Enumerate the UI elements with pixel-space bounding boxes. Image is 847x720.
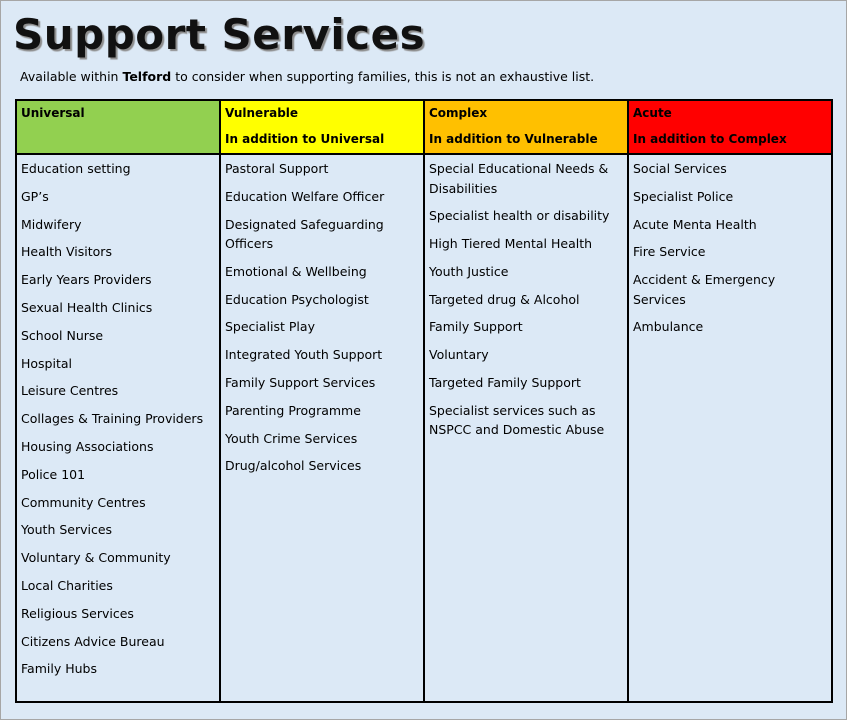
acute-cell bbox=[628, 154, 832, 702]
complex-list bbox=[429, 159, 623, 440]
service-item: Leisure Centres bbox=[21, 383, 119, 399]
header-universal bbox=[16, 100, 220, 154]
acute-list bbox=[633, 159, 827, 337]
service-item: Parenting Programme bbox=[225, 402, 361, 418]
service-item: Education setting bbox=[21, 161, 131, 176]
service-item: Local Charities bbox=[21, 577, 113, 593]
service-item: Family Support bbox=[429, 319, 523, 335]
services-table bbox=[15, 99, 833, 703]
vulnerable-list bbox=[225, 159, 419, 476]
header-vulnerable-sub: In addition to Universal bbox=[225, 132, 385, 146]
service-item: Ambulance bbox=[633, 319, 704, 335]
service-item: Integrated Youth Support bbox=[225, 347, 383, 363]
service-item: Targeted Family Support bbox=[429, 375, 581, 391]
service-item: Housing Associations bbox=[21, 438, 154, 454]
subtitle-location: Telford bbox=[122, 69, 172, 84]
service-item: Community Centres bbox=[21, 494, 146, 510]
header-acute-name: Acute bbox=[633, 106, 672, 120]
header-vulnerable-name: Vulnerable bbox=[225, 106, 299, 120]
service-item: Pastoral Support bbox=[225, 161, 329, 176]
service-item: Targeted drug & Alcohol bbox=[429, 291, 580, 307]
service-item: Youth Justice bbox=[429, 263, 509, 279]
universal-list bbox=[21, 159, 215, 679]
subtitle-suffix: to consider when supporting families, this is not an exhaustive list. bbox=[171, 69, 595, 84]
service-item: Health Visitors bbox=[21, 244, 112, 260]
header-complex bbox=[424, 100, 628, 154]
service-item: Specialist Play bbox=[225, 319, 315, 335]
service-item: Sexual Health Clinics bbox=[21, 299, 153, 315]
service-item: Youth Crime Services bbox=[225, 430, 358, 446]
subtitle-prefix: Available within bbox=[20, 69, 123, 84]
header-vulnerable bbox=[220, 100, 424, 154]
service-item: Family Hubs bbox=[21, 661, 97, 677]
header-row bbox=[16, 100, 832, 154]
service-item: High Tiered Mental Health bbox=[429, 236, 593, 252]
service-item: Voluntary bbox=[429, 347, 489, 363]
service-item: Accident & Emergency Services bbox=[633, 272, 776, 307]
service-item: Specialist health or disability bbox=[429, 208, 610, 224]
service-item: Education Psychologist bbox=[225, 291, 369, 307]
header-acute-sub: In addition to Complex bbox=[633, 132, 787, 146]
service-item: Acute Menta Health bbox=[633, 216, 757, 232]
service-item: Early Years Providers bbox=[21, 272, 152, 288]
service-item: Midwifery bbox=[21, 216, 82, 232]
service-item: GP’s bbox=[21, 188, 49, 204]
service-item: School Nurse bbox=[21, 327, 104, 343]
header-complex-sub: In addition to Vulnerable bbox=[429, 132, 598, 146]
vulnerable-cell bbox=[220, 154, 424, 702]
service-item: Police 101 bbox=[21, 466, 86, 482]
universal-cell bbox=[16, 154, 220, 702]
service-item: Specialist services such as NSPCC and Domestic Abuse bbox=[429, 402, 605, 438]
header-acute bbox=[628, 100, 832, 154]
service-item: Social Services bbox=[633, 161, 727, 176]
service-item: Designated Safeguarding Officers bbox=[225, 216, 384, 252]
service-item: Religious Services bbox=[21, 605, 134, 621]
service-item: Voluntary & Community bbox=[21, 550, 171, 566]
service-item: Education Welfare Officer bbox=[225, 188, 385, 204]
service-item: Fire Service bbox=[633, 244, 706, 260]
page-subtitle bbox=[20, 69, 594, 84]
header-complex-name: Complex bbox=[429, 106, 488, 120]
complex-cell bbox=[424, 154, 628, 702]
service-item: Youth Services bbox=[21, 522, 113, 538]
service-item: Emotional & Wellbeing bbox=[225, 263, 367, 279]
service-item: Drug/alcohol Services bbox=[225, 458, 362, 474]
items-row bbox=[16, 154, 832, 702]
service-item: Collages & Training Providers bbox=[21, 411, 204, 427]
service-item: Specialist Police bbox=[633, 188, 734, 204]
service-item: Special Educational Needs & Disabilities bbox=[429, 161, 609, 196]
service-item: Citizens Advice Bureau bbox=[21, 633, 165, 649]
header-universal-name: Universal bbox=[21, 106, 85, 120]
page-title: Support Services bbox=[13, 10, 426, 59]
service-item: Hospital bbox=[21, 355, 73, 371]
service-item: Family Support Services bbox=[225, 375, 376, 391]
